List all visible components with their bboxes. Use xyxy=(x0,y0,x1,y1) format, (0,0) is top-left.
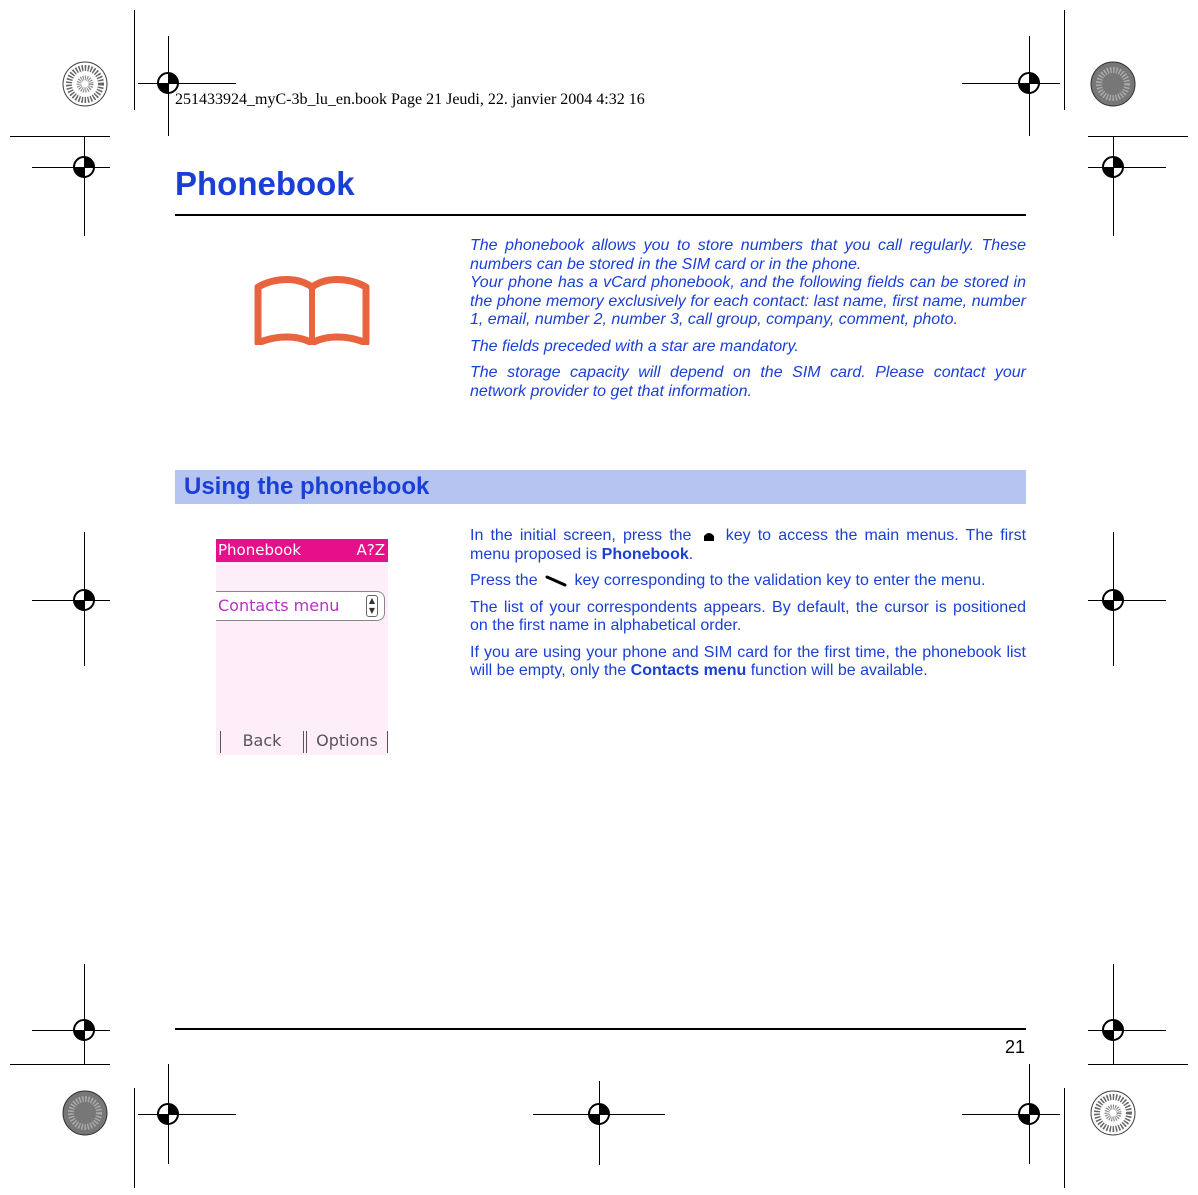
page-title: Phonebook xyxy=(175,165,355,202)
softkey-options: Options xyxy=(306,731,388,753)
intro-paragraph: The storage capacity will depend on the SIM card. Please contact your network provider to get that information. xyxy=(470,364,1026,400)
text-run: In the initial screen, press the xyxy=(470,527,692,544)
title-rule xyxy=(175,214,1026,216)
phone-screen-header xyxy=(216,539,388,562)
text-run: Press the xyxy=(470,572,538,589)
text-run: . xyxy=(688,545,694,563)
file-header-line: 251433924_myC-3b_lu_en.book Page 21 Jeudi, 22. janvier 2004 4:32 16 xyxy=(175,91,645,108)
section-header xyxy=(175,470,1026,504)
phone-screen xyxy=(216,539,388,755)
phonebook-term: Phonebook xyxy=(601,545,689,563)
body-paragraph xyxy=(470,572,1026,591)
intro-text xyxy=(470,237,1026,409)
scroll-arrows-icon: ▲ ▼ xyxy=(366,595,378,617)
text-run: If you are using your phone and SIM card for the first time, the phonebook list will be empty, only the xyxy=(470,643,1026,679)
page-number: 21 xyxy=(1004,1037,1025,1057)
open-book-icon xyxy=(254,273,370,345)
body-paragraph xyxy=(470,644,1026,681)
phone-sort-indicator: A?Z xyxy=(356,541,385,559)
validation-key-icon xyxy=(545,575,567,587)
text-run: key corresponding to the validation key to enter the menu. xyxy=(574,572,986,589)
contacts-menu-item xyxy=(216,591,385,621)
intro-paragraph: The phonebook allows you to store numbers that you call regularly. These numbers can be stored in the SIM card or in the phone. xyxy=(470,237,1026,273)
text-run: function will be available. xyxy=(750,662,928,679)
contacts-menu-term: Contacts menu xyxy=(630,662,747,679)
body-paragraph: The list of your correspondents appears. By default, the cursor is positioned on the first name in alphabetical order. xyxy=(470,598,1026,634)
section-title: Using the phonebook xyxy=(184,473,430,500)
intro-paragraph: Your phone has a vCard phonebook, and the following fields can be stored in the phone memory exclusively for each contact: last name, first name, number 1, email, number 2, number 3, call group, company, comment, photo. xyxy=(470,274,1026,328)
intro-paragraph: The fields preceded with a star are mandatory. xyxy=(470,337,799,355)
text-run: key to access the main menus. The first menu proposed is xyxy=(470,527,1027,563)
softkey-back: Back xyxy=(220,731,304,753)
phone-screen-title: Phonebook xyxy=(218,541,302,559)
contacts-menu-label: Contacts menu xyxy=(218,596,340,615)
section-body xyxy=(470,527,1026,689)
footer-rule xyxy=(175,1028,1026,1030)
body-paragraph xyxy=(470,527,1026,564)
up-key-icon xyxy=(702,531,716,541)
